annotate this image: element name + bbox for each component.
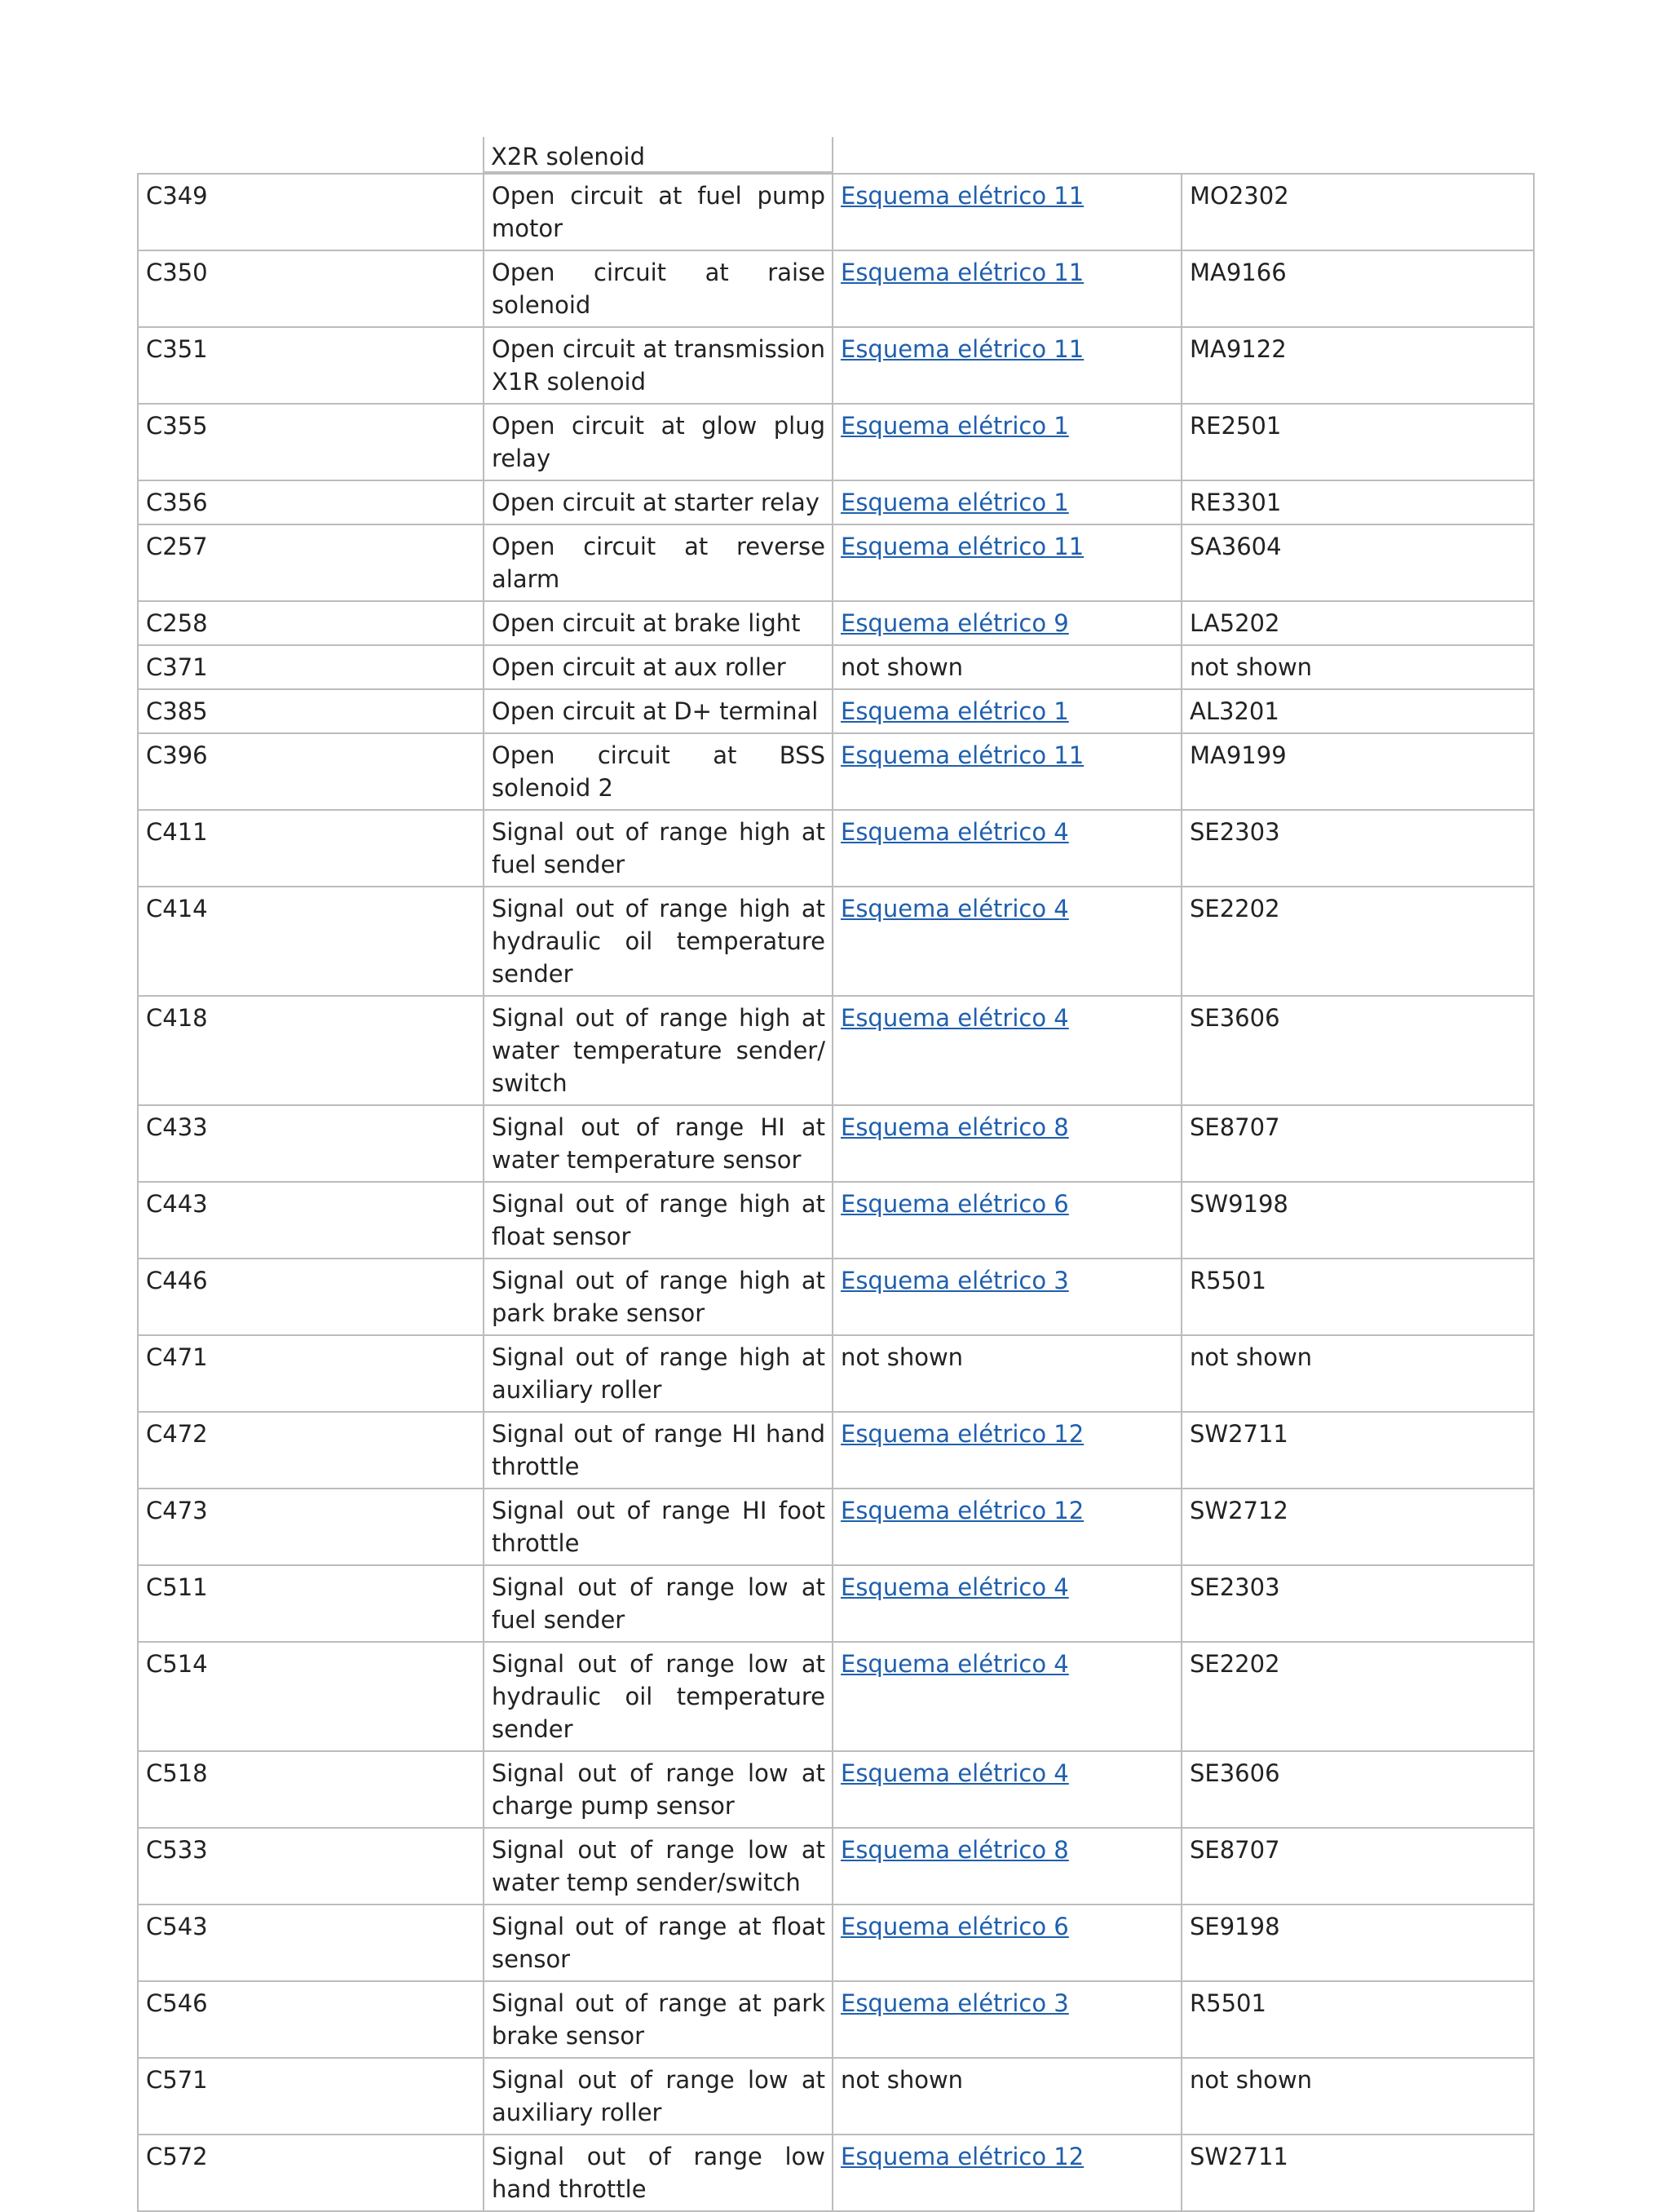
fault-code-cell: C473 bbox=[138, 1489, 484, 1565]
fault-code-cell: C546 bbox=[138, 1981, 484, 2058]
diagram-link[interactable]: Esquema elétrico 3 bbox=[841, 1989, 1069, 2017]
component-id-cell: SW2711 bbox=[1182, 2135, 1534, 2211]
component-id-cell: SE9198 bbox=[1182, 1905, 1534, 1981]
diagram-cell bbox=[833, 1565, 1182, 1642]
table-row bbox=[138, 480, 1534, 524]
description-cell: Open circuit at transmission X1R solenoid bbox=[484, 327, 833, 404]
component-id-cell: SE3606 bbox=[1182, 996, 1534, 1105]
component-id-cell: SA3604 bbox=[1182, 524, 1534, 601]
description-cell: Open circuit at reverse alarm bbox=[484, 524, 833, 601]
fault-code-table-body bbox=[138, 174, 1534, 2211]
component-id-cell: SE2303 bbox=[1182, 810, 1534, 887]
component-id-cell: MA9122 bbox=[1182, 327, 1534, 404]
table-row bbox=[138, 601, 1534, 645]
diagram-cell bbox=[833, 996, 1182, 1105]
description-cell: Open circuit at fuel pump motor bbox=[484, 174, 833, 250]
diagram-cell bbox=[833, 327, 1182, 404]
diagram-cell bbox=[833, 733, 1182, 810]
diagram-cell bbox=[833, 601, 1182, 645]
diagram-link[interactable]: Esquema elétrico 4 bbox=[841, 1759, 1069, 1787]
diagram-cell bbox=[833, 810, 1182, 887]
fault-code-cell: C443 bbox=[138, 1182, 484, 1259]
diagram-cell bbox=[833, 1828, 1182, 1905]
fault-code-cell: C533 bbox=[138, 1828, 484, 1905]
diagram-link[interactable]: Esquema elétrico 6 bbox=[841, 1190, 1069, 1218]
fault-code-cell: C411 bbox=[138, 810, 484, 887]
component-id-cell: SE8707 bbox=[1182, 1828, 1534, 1905]
table-row bbox=[138, 404, 1534, 480]
component-id-cell: R5501 bbox=[1182, 1259, 1534, 1335]
table-row bbox=[138, 1105, 1534, 1182]
fault-code-cell: C543 bbox=[138, 1905, 484, 1981]
fault-code-cell: C371 bbox=[138, 645, 484, 689]
description-cell: Signal out of range at park brake sensor bbox=[484, 1981, 833, 2058]
fault-code-cell: C396 bbox=[138, 733, 484, 810]
description-cell: Signal out of range low hand throttle bbox=[484, 2135, 833, 2211]
table-row bbox=[138, 1412, 1534, 1489]
fault-code-cell: C471 bbox=[138, 1335, 484, 1412]
description-cell: Signal out of range high at water temperature sender/ switch bbox=[484, 996, 833, 1105]
table-row bbox=[138, 1642, 1534, 1751]
fault-code-cell: C472 bbox=[138, 1412, 484, 1489]
description-cell: Signal out of range HI at water temperature sensor bbox=[484, 1105, 833, 1182]
description-cell: Signal out of range high at park brake sensor bbox=[484, 1259, 833, 1335]
diagram-cell bbox=[833, 1412, 1182, 1489]
diagram-cell bbox=[833, 1105, 1182, 1182]
description-cell: Signal out of range high at hydraulic oil temperature sender bbox=[484, 887, 833, 996]
table-row bbox=[138, 996, 1534, 1105]
diagram-link[interactable]: Esquema elétrico 8 bbox=[841, 1113, 1069, 1141]
fault-code-cell: C414 bbox=[138, 887, 484, 996]
component-id-cell: SE2202 bbox=[1182, 887, 1534, 996]
diagram-link[interactable]: Esquema elétrico 11 bbox=[841, 182, 1085, 210]
diagram-cell bbox=[833, 174, 1182, 250]
diagram-cell bbox=[833, 1335, 1182, 1412]
diagram-cell bbox=[833, 1905, 1182, 1981]
fault-code-cell: C349 bbox=[138, 174, 484, 250]
continued-description-text: X2R solenoid bbox=[491, 143, 646, 170]
diagram-link[interactable]: Esquema elétrico 4 bbox=[841, 895, 1069, 922]
diagram-cell bbox=[833, 404, 1182, 480]
diagram-cell bbox=[833, 2058, 1182, 2135]
component-id-cell: not shown bbox=[1182, 645, 1534, 689]
fault-code-cell: C433 bbox=[138, 1105, 484, 1182]
component-id-cell: LA5202 bbox=[1182, 601, 1534, 645]
component-id-cell: RE3301 bbox=[1182, 480, 1534, 524]
diagram-link[interactable]: Esquema elétrico 12 bbox=[841, 2143, 1085, 2170]
description-cell: Open circuit at starter relay bbox=[484, 480, 833, 524]
description-cell: Signal out of range high at float sensor bbox=[484, 1182, 833, 1259]
diagram-text: not shown bbox=[841, 2066, 964, 2094]
table-row bbox=[138, 645, 1534, 689]
fault-code-cell: C258 bbox=[138, 601, 484, 645]
diagram-link[interactable]: Esquema elétrico 4 bbox=[841, 1650, 1069, 1678]
component-id-cell: SW9198 bbox=[1182, 1182, 1534, 1259]
diagram-cell bbox=[833, 480, 1182, 524]
diagram-cell bbox=[833, 645, 1182, 689]
component-id-cell: SE3606 bbox=[1182, 1751, 1534, 1828]
fault-code-cell: C351 bbox=[138, 327, 484, 404]
table-row bbox=[138, 1182, 1534, 1259]
fault-code-cell: C418 bbox=[138, 996, 484, 1105]
diagram-cell bbox=[833, 1642, 1182, 1751]
fault-code-cell: C514 bbox=[138, 1642, 484, 1751]
fault-code-cell: C511 bbox=[138, 1565, 484, 1642]
diagram-link[interactable]: Esquema elétrico 1 bbox=[841, 412, 1069, 440]
description-cell: Open circuit at BSS solenoid 2 bbox=[484, 733, 833, 810]
diagram-link[interactable]: Esquema elétrico 11 bbox=[841, 259, 1085, 286]
description-cell: Open circuit at D+ terminal bbox=[484, 689, 833, 733]
table-row bbox=[138, 2058, 1534, 2135]
diagram-link[interactable]: Esquema elétrico 9 bbox=[841, 609, 1069, 637]
table-row bbox=[138, 733, 1534, 810]
fault-code-cell: C257 bbox=[138, 524, 484, 601]
fault-code-cell: C355 bbox=[138, 404, 484, 480]
table-row bbox=[138, 887, 1534, 996]
fault-code-table bbox=[137, 173, 1535, 2212]
diagram-link[interactable]: Esquema elétrico 1 bbox=[841, 697, 1069, 725]
description-cell: Signal out of range low at hydraulic oil temperature sender bbox=[484, 1642, 833, 1751]
diagram-cell bbox=[833, 2135, 1182, 2211]
description-cell: Signal out of range low at auxiliary roller bbox=[484, 2058, 833, 2135]
component-id-cell: MA9199 bbox=[1182, 733, 1534, 810]
table-row bbox=[138, 1828, 1534, 1905]
description-cell: Open circuit at aux roller bbox=[484, 645, 833, 689]
component-id-cell: MO2302 bbox=[1182, 174, 1534, 250]
continued-cell-border bbox=[832, 137, 833, 173]
fault-code-cell: C518 bbox=[138, 1751, 484, 1828]
diagram-cell bbox=[833, 689, 1182, 733]
diagram-link[interactable]: Esquema elétrico 11 bbox=[841, 741, 1085, 769]
diagram-cell bbox=[833, 1751, 1182, 1828]
fault-code-cell: C350 bbox=[138, 250, 484, 327]
table-row bbox=[138, 1981, 1534, 2058]
diagram-link[interactable]: Esquema elétrico 11 bbox=[841, 335, 1085, 363]
diagram-cell bbox=[833, 1981, 1182, 2058]
table-row bbox=[138, 524, 1534, 601]
component-id-cell: not shown bbox=[1182, 2058, 1534, 2135]
diagram-link[interactable]: Esquema elétrico 12 bbox=[841, 1497, 1085, 1524]
diagram-link[interactable]: Esquema elétrico 8 bbox=[841, 1836, 1069, 1864]
table-row bbox=[138, 1565, 1534, 1642]
description-cell: Signal out of range high at auxiliary roller bbox=[484, 1335, 833, 1412]
table-row bbox=[138, 2135, 1534, 2211]
table-row bbox=[138, 1751, 1534, 1828]
continued-description-cell bbox=[483, 137, 832, 173]
description-cell: Signal out of range HI foot throttle bbox=[484, 1489, 833, 1565]
diagram-link[interactable]: Esquema elétrico 4 bbox=[841, 1004, 1069, 1032]
description-cell: Signal out of range low at water temp sender/switch bbox=[484, 1828, 833, 1905]
component-id-cell: SE2202 bbox=[1182, 1642, 1534, 1751]
diagram-cell bbox=[833, 887, 1182, 996]
fault-code-cell: C356 bbox=[138, 480, 484, 524]
table-row bbox=[138, 810, 1534, 887]
diagram-link[interactable]: Esquema elétrico 4 bbox=[841, 818, 1069, 846]
fault-code-cell: C572 bbox=[138, 2135, 484, 2211]
description-cell: Signal out of range HI hand throttle bbox=[484, 1412, 833, 1489]
table-row bbox=[138, 1335, 1534, 1412]
table-row bbox=[138, 174, 1534, 250]
component-id-cell: SW2712 bbox=[1182, 1489, 1534, 1565]
diagram-link[interactable]: Esquema elétrico 12 bbox=[841, 1420, 1085, 1448]
diagram-cell bbox=[833, 1259, 1182, 1335]
description-cell: Signal out of range low at fuel sender bbox=[484, 1565, 833, 1642]
description-cell: Signal out of range low at charge pump sensor bbox=[484, 1751, 833, 1828]
component-id-cell: SW2711 bbox=[1182, 1412, 1534, 1489]
description-cell: Open circuit at raise solenoid bbox=[484, 250, 833, 327]
table-row bbox=[138, 1905, 1534, 1981]
diagram-text: not shown bbox=[841, 653, 964, 681]
diagram-cell bbox=[833, 1489, 1182, 1565]
diagram-text: not shown bbox=[841, 1343, 964, 1371]
diagram-cell bbox=[833, 250, 1182, 327]
table-row bbox=[138, 250, 1534, 327]
component-id-cell: R5501 bbox=[1182, 1981, 1534, 2058]
component-id-cell: SE2303 bbox=[1182, 1565, 1534, 1642]
fault-code-cell: C446 bbox=[138, 1259, 484, 1335]
diagram-link[interactable]: Esquema elétrico 1 bbox=[841, 489, 1069, 516]
description-cell: Signal out of range high at fuel sender bbox=[484, 810, 833, 887]
diagram-link[interactable]: Esquema elétrico 11 bbox=[841, 533, 1085, 560]
table-row bbox=[138, 689, 1534, 733]
diagram-link[interactable]: Esquema elétrico 6 bbox=[841, 1913, 1069, 1940]
fault-code-cell: C571 bbox=[138, 2058, 484, 2135]
component-id-cell: RE2501 bbox=[1182, 404, 1534, 480]
description-cell: Signal out of range at float sensor bbox=[484, 1905, 833, 1981]
component-id-cell: MA9166 bbox=[1182, 250, 1534, 327]
table-row bbox=[138, 1259, 1534, 1335]
component-id-cell: not shown bbox=[1182, 1335, 1534, 1412]
description-cell: Open circuit at brake light bbox=[484, 601, 833, 645]
diagram-link[interactable]: Esquema elétrico 4 bbox=[841, 1573, 1069, 1601]
component-id-cell: SE8707 bbox=[1182, 1105, 1534, 1182]
component-id-cell: AL3201 bbox=[1182, 689, 1534, 733]
description-cell: Open circuit at glow plug relay bbox=[484, 404, 833, 480]
diagram-link[interactable]: Esquema elétrico 3 bbox=[841, 1267, 1069, 1294]
table-row bbox=[138, 327, 1534, 404]
fault-code-cell: C385 bbox=[138, 689, 484, 733]
table-row bbox=[138, 1489, 1534, 1565]
diagram-cell bbox=[833, 524, 1182, 601]
diagram-cell bbox=[833, 1182, 1182, 1259]
